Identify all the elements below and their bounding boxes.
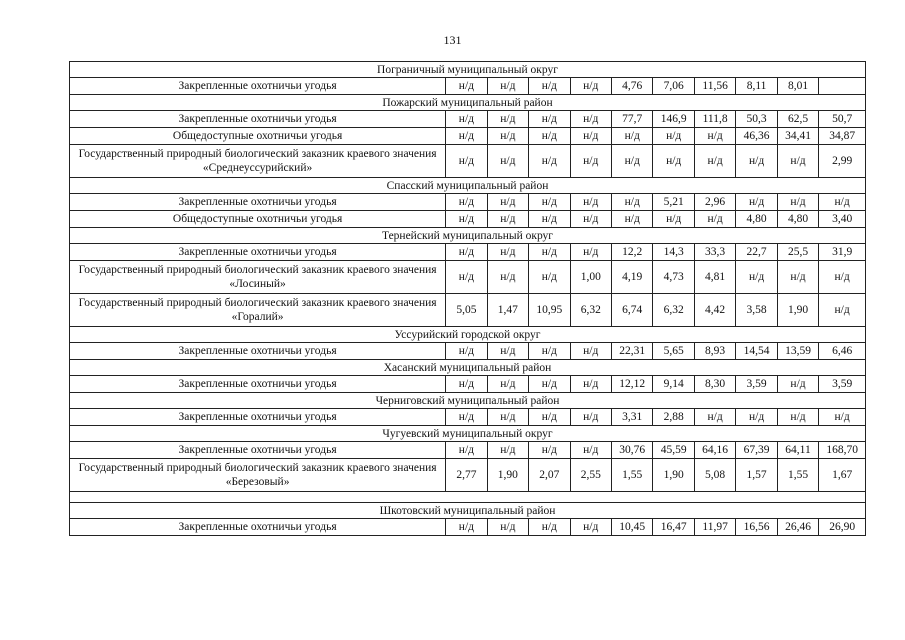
row-label: Государственный природный биологический заказник краевого значения «Среднеуссурийский» (70, 145, 446, 178)
value-cell: 4,73 (653, 261, 694, 294)
value-cell: н/д (570, 128, 611, 145)
value-cell: 4,76 (611, 78, 652, 95)
row-label: Общедоступные охотничьи угодья (70, 211, 446, 228)
value-cell: н/д (777, 261, 818, 294)
value-cell: 33,3 (694, 244, 735, 261)
value-cell: н/д (487, 244, 528, 261)
value-cell: 14,3 (653, 244, 694, 261)
value-cell: н/д (570, 211, 611, 228)
value-cell (819, 78, 866, 95)
value-cell: н/д (611, 128, 652, 145)
value-cell: 64,11 (777, 442, 818, 459)
value-cell: 16,47 (653, 519, 694, 536)
value-cell: н/д (487, 194, 528, 211)
row-label: Закрепленные охотничьи угодья (70, 111, 446, 128)
row-label: Государственный природный биологический заказник краевого значения «Лосиный» (70, 261, 446, 294)
row-label: Закрепленные охотничьи угодья (70, 78, 446, 95)
value-cell: 4,81 (694, 261, 735, 294)
value-cell: 146,9 (653, 111, 694, 128)
value-cell: 46,36 (736, 128, 777, 145)
value-cell: 1,67 (819, 459, 866, 492)
value-cell: н/д (446, 376, 487, 393)
table-row (70, 145, 866, 178)
row-label: Общедоступные охотничьи угодья (70, 128, 446, 145)
value-cell: 1,90 (777, 294, 818, 327)
section-title: Чугуевский муниципальный округ (70, 426, 866, 442)
value-cell: 45,59 (653, 442, 694, 459)
value-cell: н/д (694, 128, 735, 145)
value-cell: 6,46 (819, 343, 866, 360)
value-cell: 5,21 (653, 194, 694, 211)
value-cell: н/д (736, 409, 777, 426)
value-cell: 6,32 (570, 294, 611, 327)
value-cell: н/д (446, 128, 487, 145)
value-cell: 26,46 (777, 519, 818, 536)
value-cell: 168,70 (819, 442, 866, 459)
value-cell: 8,93 (694, 343, 735, 360)
section-header-row (70, 393, 866, 409)
value-cell: н/д (446, 145, 487, 178)
value-cell: н/д (529, 111, 570, 128)
value-cell: 111,8 (694, 111, 735, 128)
value-cell: 62,5 (777, 111, 818, 128)
value-cell: 31,9 (819, 244, 866, 261)
value-cell: н/д (570, 78, 611, 95)
value-cell: 16,56 (736, 519, 777, 536)
value-cell: 4,42 (694, 294, 735, 327)
value-cell: н/д (694, 211, 735, 228)
value-cell: 5,08 (694, 459, 735, 492)
table-row (70, 376, 866, 393)
section-header-row (70, 360, 866, 376)
value-cell: 2,96 (694, 194, 735, 211)
table-row (70, 459, 866, 492)
value-cell: н/д (570, 244, 611, 261)
value-cell: 30,76 (611, 442, 652, 459)
value-cell: н/д (446, 343, 487, 360)
value-cell: н/д (819, 409, 866, 426)
value-cell: н/д (529, 409, 570, 426)
value-cell: 14,54 (736, 343, 777, 360)
value-cell: 2,99 (819, 145, 866, 178)
value-cell: н/д (529, 519, 570, 536)
value-cell: 4,80 (777, 211, 818, 228)
hunting-grounds-table (69, 61, 866, 536)
value-cell: 77,7 (611, 111, 652, 128)
table-row (70, 111, 866, 128)
value-cell: н/д (487, 343, 528, 360)
value-cell: 34,41 (777, 128, 818, 145)
section-title: Хасанский муниципальный район (70, 360, 866, 376)
value-cell: н/д (570, 194, 611, 211)
value-cell: н/д (529, 128, 570, 145)
value-cell: н/д (570, 145, 611, 178)
value-cell: 1,57 (736, 459, 777, 492)
section-header-row (70, 178, 866, 194)
value-cell: 6,32 (653, 294, 694, 327)
value-cell: н/д (529, 442, 570, 459)
value-cell: н/д (570, 111, 611, 128)
value-cell: 3,59 (736, 376, 777, 393)
value-cell: н/д (446, 244, 487, 261)
value-cell: 26,90 (819, 519, 866, 536)
table-row (70, 211, 866, 228)
value-cell: н/д (611, 211, 652, 228)
row-label: Государственный природный биологический заказник краевого значения «Березовый» (70, 459, 446, 492)
value-cell: н/д (694, 145, 735, 178)
value-cell: н/д (487, 145, 528, 178)
value-cell: 1,55 (777, 459, 818, 492)
row-label: Закрепленные охотничьи угодья (70, 194, 446, 211)
section-header-row (70, 503, 866, 519)
value-cell: 11,97 (694, 519, 735, 536)
value-cell: 5,65 (653, 343, 694, 360)
value-cell: н/д (529, 343, 570, 360)
value-cell: н/д (777, 194, 818, 211)
value-cell: н/д (446, 111, 487, 128)
page-number: 131 (443, 33, 462, 47)
value-cell: н/д (446, 409, 487, 426)
row-label: Закрепленные охотничьи угодья (70, 442, 446, 459)
section-header-row (70, 62, 866, 78)
row-label: Государственный природный биологический заказник краевого значения «Горалий» (70, 294, 446, 327)
value-cell: 34,87 (819, 128, 866, 145)
table-row (70, 194, 866, 211)
table-row (70, 244, 866, 261)
section-title: Уссурийский городской округ (70, 327, 866, 343)
value-cell: н/д (736, 261, 777, 294)
value-cell: 1,55 (611, 459, 652, 492)
value-cell: н/д (529, 145, 570, 178)
value-cell: н/д (694, 409, 735, 426)
value-cell: 3,59 (819, 376, 866, 393)
value-cell: 6,74 (611, 294, 652, 327)
spacer-cell (70, 492, 866, 503)
value-cell: 7,06 (653, 78, 694, 95)
value-cell: 1,90 (653, 459, 694, 492)
value-cell: н/д (777, 145, 818, 178)
value-cell: 3,58 (736, 294, 777, 327)
row-label: Закрепленные охотничьи угодья (70, 409, 446, 426)
section-title: Тернейский муниципальный округ (70, 228, 866, 244)
value-cell: 8,30 (694, 376, 735, 393)
row-label: Закрепленные охотничьи угодья (70, 343, 446, 360)
table-row (70, 294, 866, 327)
value-cell: н/д (446, 442, 487, 459)
value-cell: 3,31 (611, 409, 652, 426)
value-cell: н/д (570, 519, 611, 536)
value-cell: н/д (529, 211, 570, 228)
section-title: Спасский муниципальный район (70, 178, 866, 194)
section-header-row (70, 95, 866, 111)
value-cell: 50,7 (819, 111, 866, 128)
value-cell: н/д (529, 194, 570, 211)
value-cell: н/д (487, 409, 528, 426)
value-cell: н/д (487, 376, 528, 393)
value-cell: н/д (446, 78, 487, 95)
value-cell: 22,31 (611, 343, 652, 360)
value-cell: н/д (736, 194, 777, 211)
table-row (70, 128, 866, 145)
value-cell: н/д (446, 194, 487, 211)
value-cell: н/д (736, 145, 777, 178)
value-cell: 2,88 (653, 409, 694, 426)
value-cell: н/д (446, 261, 487, 294)
row-label: Закрепленные охотничьи угодья (70, 376, 446, 393)
value-cell: 8,01 (777, 78, 818, 95)
value-cell: 1,00 (570, 261, 611, 294)
value-cell: н/д (777, 376, 818, 393)
value-cell: 64,16 (694, 442, 735, 459)
value-cell: н/д (611, 145, 652, 178)
section-header-row (70, 426, 866, 442)
value-cell: 8,11 (736, 78, 777, 95)
value-cell: 1,47 (487, 294, 528, 327)
value-cell: н/д (611, 194, 652, 211)
value-cell: н/д (819, 194, 866, 211)
value-cell: 5,05 (446, 294, 487, 327)
value-cell: 50,3 (736, 111, 777, 128)
table-row (70, 409, 866, 426)
value-cell: н/д (777, 409, 818, 426)
value-cell: 10,95 (529, 294, 570, 327)
value-cell: н/д (570, 376, 611, 393)
value-cell: н/д (487, 519, 528, 536)
value-cell: н/д (487, 211, 528, 228)
value-cell: н/д (529, 376, 570, 393)
value-cell: 13,59 (777, 343, 818, 360)
section-title: Черниговский муниципальный район (70, 393, 866, 409)
value-cell: н/д (487, 261, 528, 294)
value-cell: н/д (487, 442, 528, 459)
section-header-row (70, 327, 866, 343)
row-label: Закрепленные охотничьи угодья (70, 244, 446, 261)
value-cell: 22,7 (736, 244, 777, 261)
value-cell: н/д (570, 442, 611, 459)
value-cell: н/д (570, 343, 611, 360)
value-cell: н/д (570, 409, 611, 426)
section-title: Шкотовский муниципальный район (70, 503, 866, 519)
value-cell: 25,5 (777, 244, 818, 261)
value-cell: 1,90 (487, 459, 528, 492)
value-cell: н/д (529, 261, 570, 294)
value-cell: н/д (529, 244, 570, 261)
section-title: Пограничный муниципальный округ (70, 62, 866, 78)
table-row (70, 261, 866, 294)
value-cell: н/д (487, 128, 528, 145)
section-title: Пожарский муниципальный район (70, 95, 866, 111)
value-cell: 3,40 (819, 211, 866, 228)
value-cell: н/д (819, 261, 866, 294)
row-label: Закрепленные охотничьи угодья (70, 519, 446, 536)
value-cell: н/д (446, 519, 487, 536)
value-cell: 2,07 (529, 459, 570, 492)
value-cell: 67,39 (736, 442, 777, 459)
section-header-row (70, 228, 866, 244)
value-cell: 2,77 (446, 459, 487, 492)
table-row (70, 78, 866, 95)
value-cell: н/д (487, 111, 528, 128)
table-row (70, 343, 866, 360)
value-cell: н/д (653, 145, 694, 178)
table-row (70, 519, 866, 536)
value-cell: 2,55 (570, 459, 611, 492)
value-cell: 11,56 (694, 78, 735, 95)
table-row (70, 442, 866, 459)
value-cell: 4,19 (611, 261, 652, 294)
value-cell: н/д (487, 78, 528, 95)
value-cell: 10,45 (611, 519, 652, 536)
value-cell: н/д (529, 78, 570, 95)
value-cell: 12,2 (611, 244, 652, 261)
value-cell: н/д (819, 294, 866, 327)
value-cell: н/д (653, 211, 694, 228)
value-cell: н/д (446, 211, 487, 228)
value-cell: н/д (653, 128, 694, 145)
value-cell: 4,80 (736, 211, 777, 228)
value-cell: 12,12 (611, 376, 652, 393)
value-cell: 9,14 (653, 376, 694, 393)
